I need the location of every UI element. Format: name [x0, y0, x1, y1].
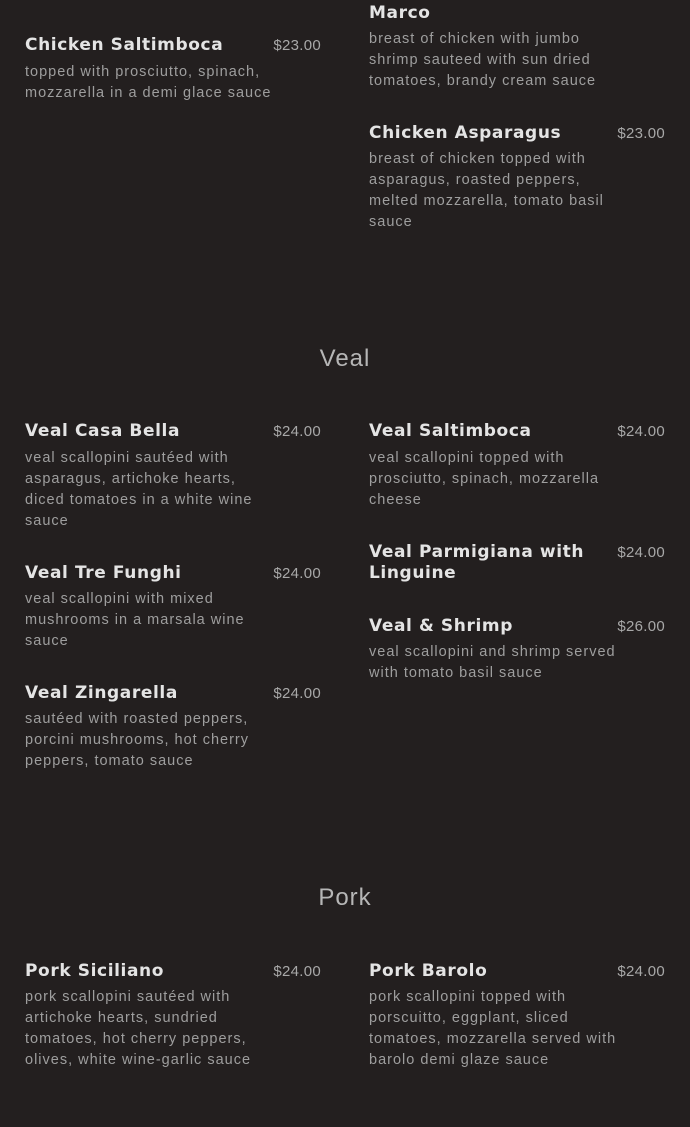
item-description: sautéed with roasted peppers, porcini mushrooms, hot cherry peppers, tomato sauce: [25, 711, 250, 769]
item-description: breast of chicken with jumbo shrimp sauteed with sun dried tomatoes, brandy cream sauce: [369, 31, 597, 89]
item-description: veal scallopini with mixed mushrooms in a marsala wine sauce: [25, 591, 245, 649]
item-name: Veal Tre Funghi: [25, 563, 182, 583]
item-price: $24.00: [273, 963, 321, 980]
item-name: Veal Saltimboca: [369, 421, 532, 441]
item-description: veal scallopini sautéed with asparagus, artichoke hearts, diced tomatoes in a white wine sauce: [25, 450, 253, 529]
item-name: Veal Zingarella: [25, 683, 178, 703]
item-price: $24.00: [273, 685, 321, 702]
item-description: topped with prosciutto, spinach, mozzarella in a demi glace sauce: [25, 64, 272, 101]
item-price: $24.00: [617, 423, 665, 440]
item-price: $24.00: [617, 544, 665, 561]
item-price: $26.00: [617, 618, 665, 635]
item-name: Veal & Shrimp: [369, 616, 513, 636]
item-description: veal scallopini and shrimp served with tomato basil sauce: [369, 644, 616, 681]
section-title-pork: Pork: [318, 884, 372, 911]
item-name: Pork Siciliano: [25, 961, 165, 981]
item-name: Veal Casa Bella: [25, 421, 181, 441]
item-price: $24.00: [273, 423, 321, 440]
item-description: pork scallopini topped with porscuitto, eggplant, sliced tomatoes, mozzarella served with barolo demi glaze sauce: [369, 989, 617, 1068]
item-price: $24.00: [273, 565, 321, 582]
section-title-veal: Veal: [319, 345, 371, 372]
item-price: $23.00: [273, 37, 321, 54]
item-name: Marco: [369, 3, 431, 23]
item-description: breast of chicken topped with asparagus, roasted peppers, melted mozzarella, tomato basil sauce: [369, 151, 604, 230]
item-price: $23.00: [617, 125, 665, 142]
item-description: veal scallopini topped with prosciutto, spinach, mozzarella cheese: [369, 450, 600, 508]
item-name: Chicken Asparagus: [369, 123, 562, 143]
item-name: Pork Barolo: [369, 961, 488, 981]
item-description: pork scallopini sautéed with artichoke hearts, sundried tomatoes, hot cherry peppers, olives, white wine-garlic sauce: [25, 989, 252, 1068]
item-name: Chicken Saltimboca: [25, 35, 224, 55]
item-price: $24.00: [617, 963, 665, 980]
item-name: Veal Parmigiana with Linguine: [369, 542, 585, 583]
